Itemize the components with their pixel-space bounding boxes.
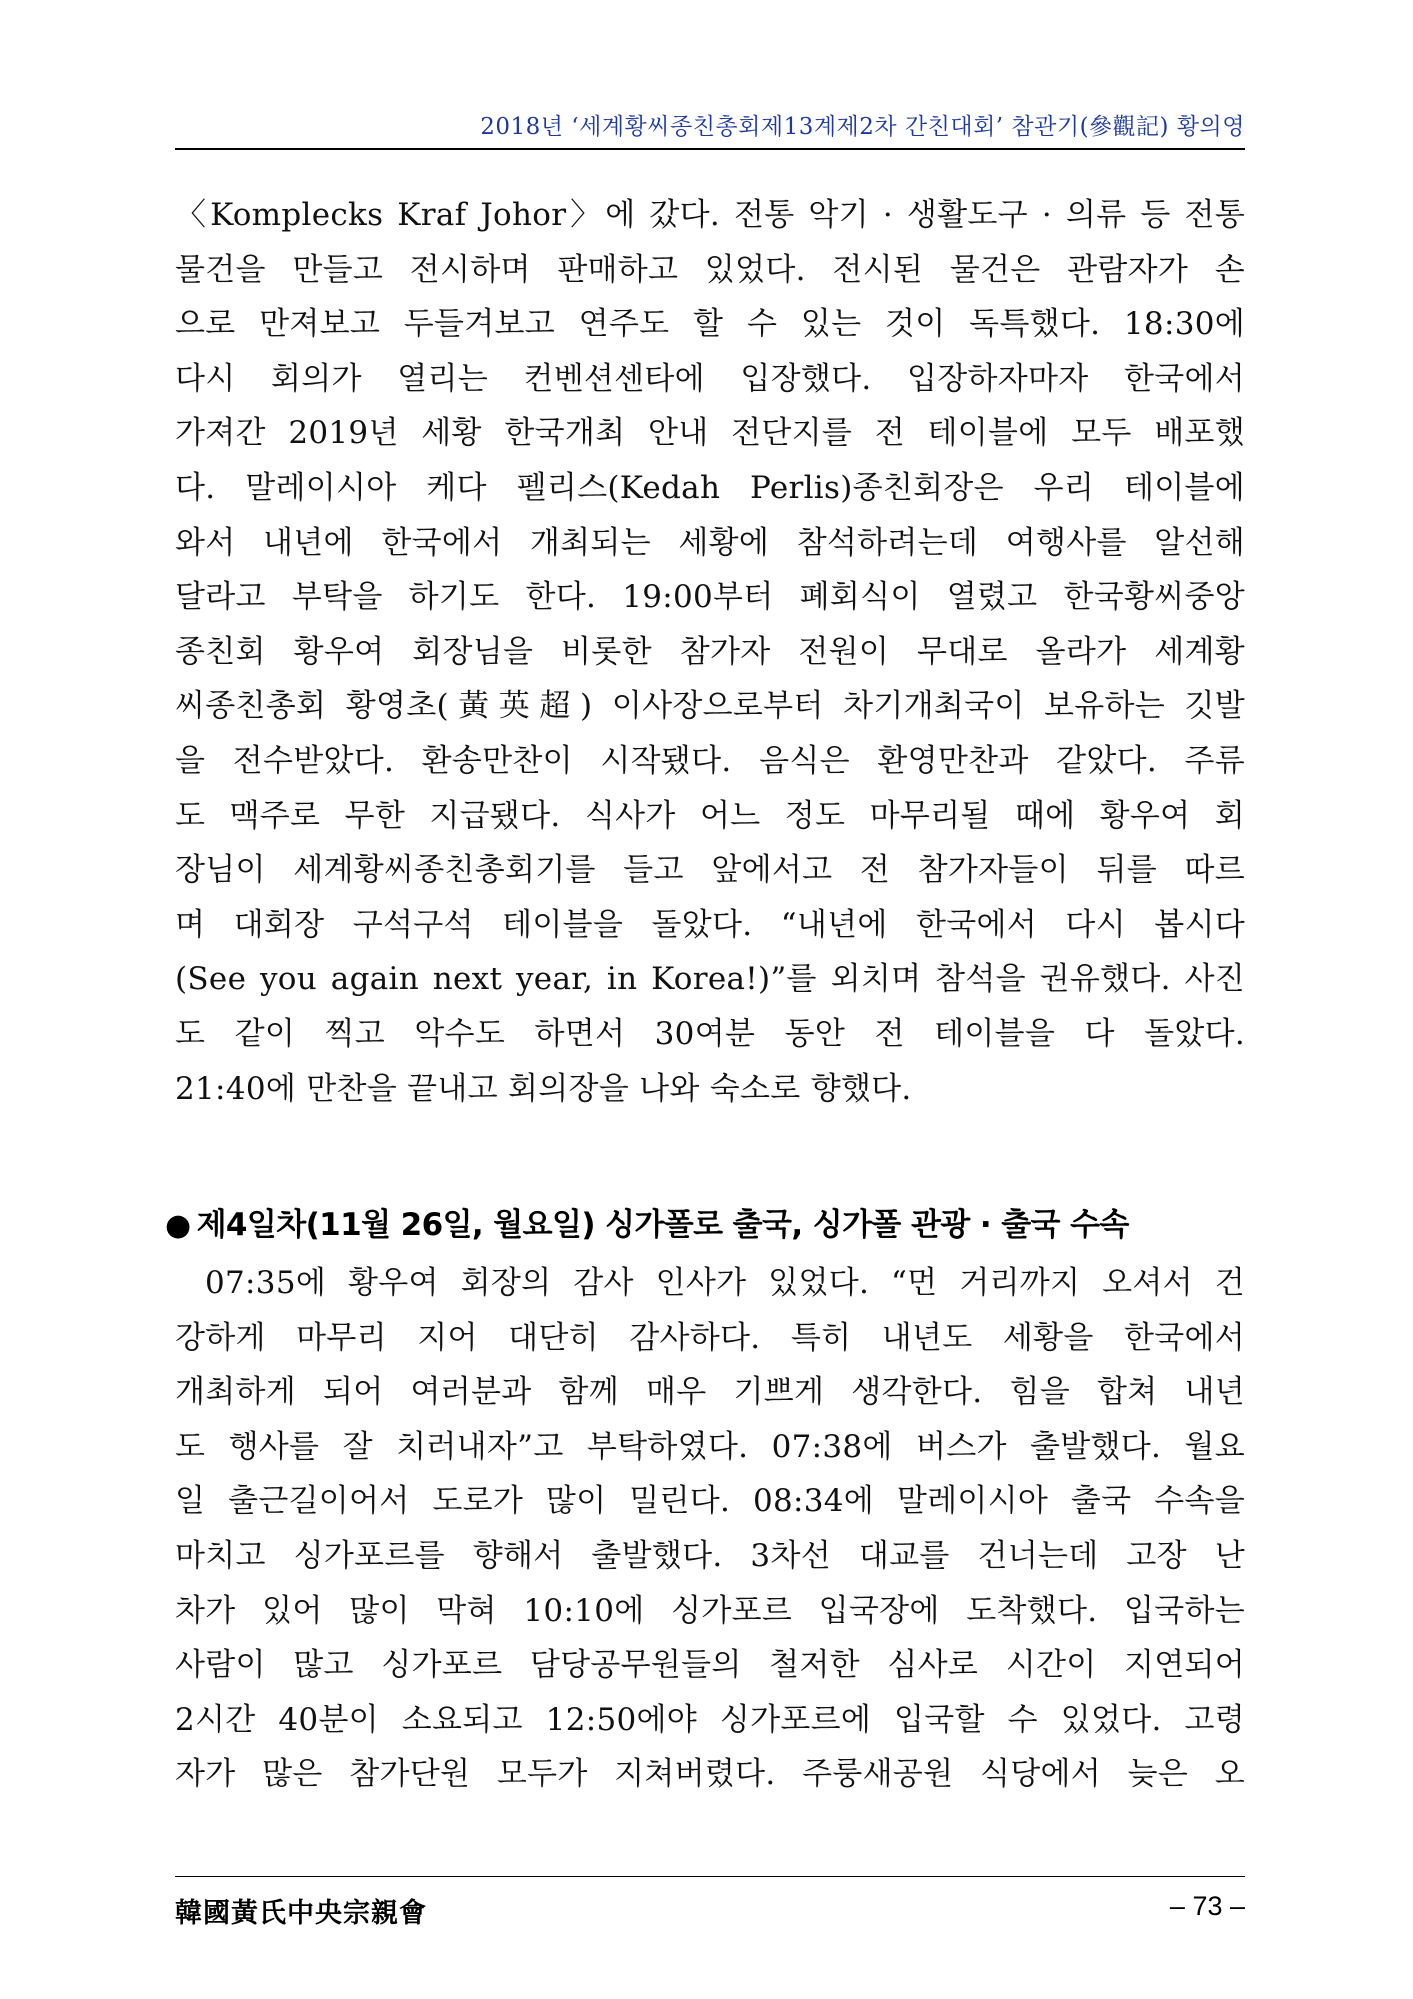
text-line: 달라고 부탁을 하기도 한다. 19:00부터 폐회식이 열렸고 한국황씨중앙 (175, 579, 1245, 616)
text-line: 도 맥주로 무한 지급됐다. 식사가 어느 정도 마무리될 때에 황우여 회 (175, 797, 1245, 834)
text-line: 2시간 40분이 소요되고 12:50에야 싱가포르에 입국할 수 있었다. 고령 (175, 1701, 1245, 1738)
text-line: 와서 내년에 한국에서 개최되는 세황에 참석하려는데 여행사를 알선해 (175, 524, 1245, 561)
text-line: 〈Komplecks Kraf Johor〉에 갔다. 전통 악기 · 생활도구 · 의류 등 전통 (175, 197, 1245, 233)
bullet-icon: ● (165, 1208, 191, 1243)
text-line: 강하게 마무리 지어 대단히 감사하다. 특히 내년도 세황을 한국에서 (175, 1319, 1245, 1356)
page-footer (175, 1876, 1245, 1937)
text-line: 을 전수받았다. 환송만찬이 시작됐다. 음식은 환영만찬과 같았다. 주류 (175, 742, 1245, 779)
text-line: 개최하게 되어 여러분과 함께 매우 기쁘게 생각한다. 힘을 합쳐 내년 (175, 1374, 1245, 1411)
text-line: 일 출근길이어서 도로가 많이 밀린다. 08:34에 말레이시아 출국 수속을 (175, 1483, 1245, 1520)
text-line: 다. 말레이시아 케다 펠리스(Kedah Perlis)종친회장은 우리 테이블에 (175, 469, 1245, 506)
text-line: 도 같이 찍고 악수도 하면서 30여분 동안 전 테이블을 다 돌았다. (175, 1015, 1245, 1052)
body-paragraph-2 (175, 1256, 1245, 1802)
text-line: 07:35에 황우여 회장의 감사 인사가 있었다. “먼 거리까지 오셔서 건 (205, 1265, 1245, 1301)
text-line: 가져간 2019년 세황 한국개최 안내 전단지를 전 테이블에 모두 배포했 (175, 415, 1245, 452)
text-line: 종친회 황우여 회장님을 비롯한 참가자 전원이 무대로 올라가 세계황 (175, 633, 1245, 670)
text-line: 21:40에 만찬을 끝내고 회의장을 나와 숙소로 향했다. (175, 1070, 912, 1107)
running-header (175, 108, 1245, 150)
text-line: 씨종친총회 황영초(黃英超) 이사장으로부터 차기개최국이 보유하는 깃발 (175, 688, 1245, 725)
text-line: 마치고 싱가포르를 향해서 출발했다. 3차선 대교를 건너는데 고장 난 (175, 1537, 1245, 1574)
footer-organization: 韓國黃氏中央宗親會 (175, 1898, 427, 1929)
text-line: 자가 많은 참가단원 모두가 지쳐버렸다. 주룽새공원 식당에서 늦은 오 (175, 1756, 1245, 1793)
text-line: 장님이 세계황씨종친총회기를 들고 앞에서고 전 참가자들이 뒤를 따르 (175, 852, 1245, 889)
text-line: 도 행사를 잘 치러내자”고 부탁하였다. 07:38에 버스가 출발했다. 월요 (175, 1428, 1245, 1465)
text-line: 으로 만져보고 두들겨보고 연주도 할 수 있는 것이 독특했다. 18:30에 (175, 306, 1245, 343)
header-title: 2018년 ‘세계황씨종친총회제13계제2차 간친대회’ 참관기(參觀記) 황의영 (480, 114, 1245, 140)
text-line: (See you again next year, in Korea!)”를 외치며 참석을 권유했다. 사진 (175, 961, 1245, 998)
body-paragraph-1 (175, 188, 1245, 1116)
text-line: 차가 있어 많이 막혀 10:10에 싱가포르 입국장에 도착했다. 입국하는 (175, 1592, 1245, 1629)
section-heading-text: 제4일차(11월 26일, 월요일) 싱가폴로 출국, 싱가폴 관광 · 출국 수속 (196, 1207, 1129, 1243)
page-number: – 73 – (1169, 1891, 1245, 1921)
section-heading (165, 1198, 1245, 1252)
text-line: 물건을 만들고 전시하며 판매하고 있었다. 전시된 물건은 관람자가 손 (175, 251, 1245, 288)
text-line: 다시 회의가 열리는 컨벤션센타에 입장했다. 입장하자마자 한국에서 (175, 360, 1245, 397)
text-line: 사람이 많고 싱가포르 담당공무원들의 철저한 심사로 시간이 지연되어 (175, 1647, 1245, 1684)
text-line: 며 대회장 구석구석 테이블을 돌았다. “내년에 한국에서 다시 봅시다 (175, 906, 1245, 943)
